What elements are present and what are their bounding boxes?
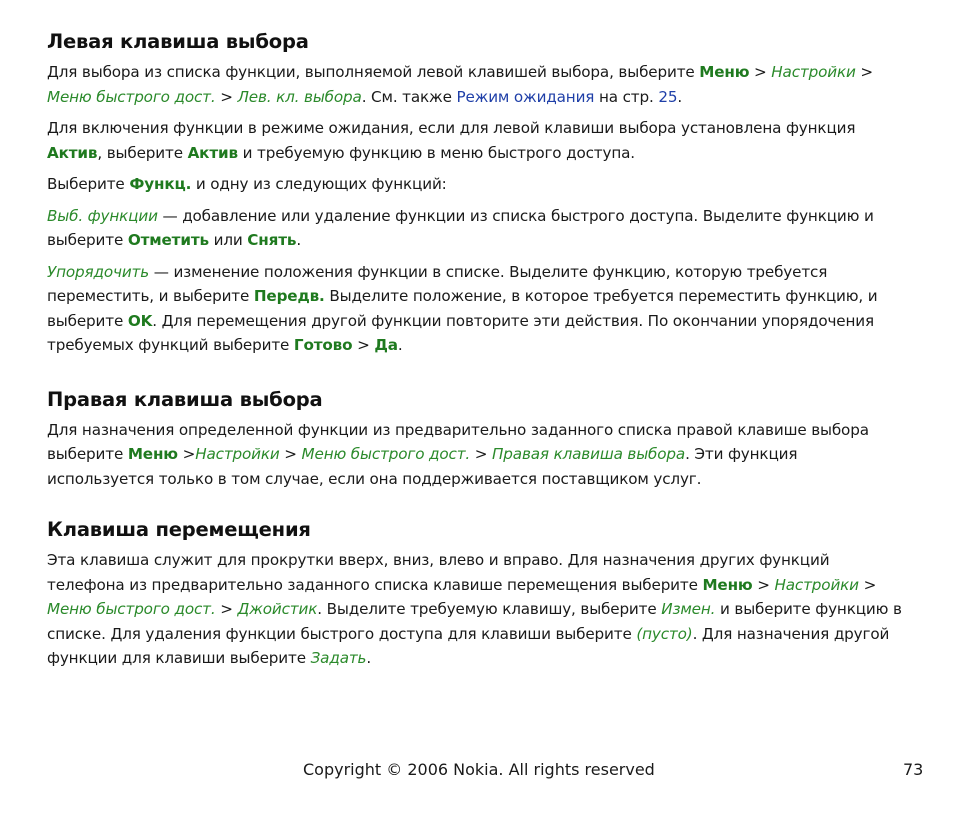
separator: > [279, 445, 302, 463]
menu-term: Меню [702, 575, 753, 594]
left-key-term: Лев. кл. выбора [237, 87, 362, 106]
select-function-term: Выб. функции [47, 206, 158, 225]
text: Выделите положение, в которое требуется переместить функцию, и выберите [47, 287, 878, 330]
text: . Для назначения другой функции для клавиши выберите [47, 624, 890, 667]
yes-term: Да [374, 336, 398, 354]
settings-term: Настройки [771, 63, 856, 81]
section-left-selection-key [47, 30, 907, 358]
quick-access-term: Меню быстрого дост. [47, 600, 216, 618]
text: или [208, 231, 248, 249]
text: Для назначения определенной функции из предварительно заданного списка правой клавише выбора выберите [47, 420, 869, 463]
text: Выберите [47, 175, 130, 193]
text: Эта клавиша служит для прокрутки вверх, вниз, влево и вправо. Для назначения других функций телефона из предварительно заданного списка клавише перемещения выберите [47, 551, 830, 594]
page-link[interactable]: 25 [658, 87, 678, 106]
text: и одну из следующих функций: [191, 175, 447, 193]
paragraph [47, 116, 907, 165]
menu-term: Меню [699, 63, 750, 81]
text: — добавление или удаление функции из списка быстрого доступа. Выделите функцию и выберите [47, 206, 874, 249]
menu-term: Меню [127, 445, 178, 463]
text: . [677, 87, 683, 106]
unmark-term: Снять [247, 231, 297, 249]
active-term: Актив [187, 143, 238, 162]
text: . [296, 231, 302, 249]
separator: > [749, 63, 772, 81]
page-number: 73 [903, 760, 924, 779]
paragraph [47, 418, 907, 492]
function-term: Функц. [129, 175, 192, 193]
right-key-term: Правая клавиша выбора [492, 445, 686, 463]
page-content [47, 30, 907, 678]
text: и выберите функцию в списке. Для удаления функции быстрого доступа для клавиши выберите [47, 600, 902, 643]
quick-access-term: Меню быстрого дост. [47, 87, 216, 106]
paragraph [47, 60, 907, 109]
section-right-selection-key [47, 388, 907, 492]
standby-link[interactable]: Режим ожидания [456, 87, 595, 106]
quick-access-term: Меню быстрого дост. [301, 445, 471, 463]
change-term: Измен. [661, 600, 716, 618]
separator: > [858, 575, 877, 594]
separator: > [215, 600, 238, 618]
active-term: Актив [47, 143, 98, 162]
text: и требуемую функцию в меню быстрого доступа. [237, 143, 635, 162]
ok-term: OK [127, 311, 153, 330]
copyright-notice: Copyright © 2006 Nokia. All rights reserved [303, 760, 655, 779]
paragraph [47, 204, 907, 253]
text: Для включения функции в режиме ожидания, если для левой клавиши выбора установлена функция [47, 119, 856, 137]
text: , выберите [97, 143, 188, 162]
text: . См. также [361, 87, 457, 106]
done-term: Готово [293, 336, 353, 354]
section-navigation-key [47, 518, 907, 671]
separator: > [752, 575, 775, 594]
settings-term: Настройки [195, 445, 280, 463]
paragraph [47, 260, 907, 358]
heading-left-selection-key: Левая клавиша выбора [47, 30, 309, 53]
text: . [397, 336, 403, 354]
move-term: Передв. [253, 287, 325, 305]
separator: > [855, 63, 873, 81]
text: на стр. [594, 87, 659, 106]
separator: > [177, 445, 196, 463]
text: . [366, 649, 372, 667]
heading-navigation-key: Клавиша перемещения [47, 518, 311, 541]
heading-right-selection-key: Правая клавиша выбора [47, 387, 323, 411]
text: . Выделите требуемую клавишу, выберите [317, 600, 662, 618]
assign-term: Задать [310, 649, 367, 667]
paragraph [47, 172, 907, 197]
text: . Для перемещения другой функции повторите эти действия. По окончании упорядочения требуемых функций выберите [47, 311, 874, 354]
separator: > [215, 87, 238, 106]
settings-term: Настройки [774, 575, 859, 594]
text: — изменение положения функции в списке. Выделите функцию, которую требуется переместить, и выберите [47, 262, 828, 305]
empty-term: (пусто) [636, 624, 693, 643]
arrange-term: Упорядочить [47, 262, 150, 281]
separator: > [470, 445, 493, 463]
joystick-term: Джойстик [237, 600, 318, 618]
mark-term: Отметить [127, 231, 209, 249]
paragraph [47, 548, 907, 671]
text: . Эти функция используется только в том случае, если она поддерживается поставщиком услуг. [47, 445, 798, 488]
separator: > [352, 336, 375, 354]
text: Для выбора из списка функции, выполняемой левой клавишей выбора, выберите [47, 63, 700, 81]
